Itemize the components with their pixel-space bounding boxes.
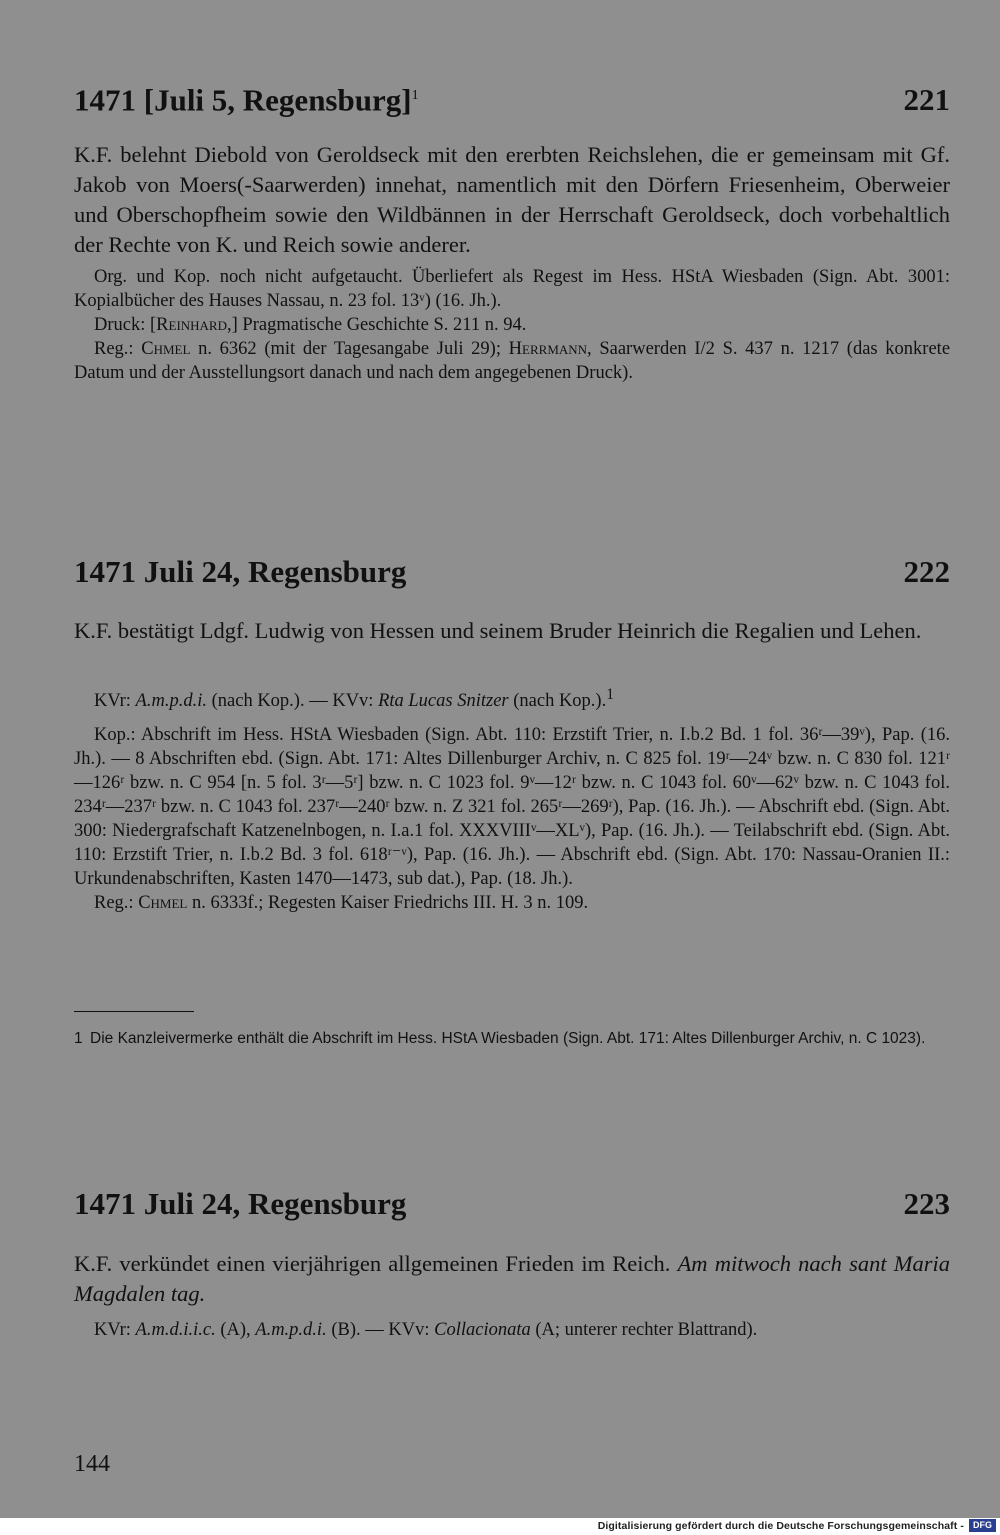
entry-222-kop-note: Kop.: Abschrift im Hess. HStA Wiesbaden (Sign. Abt. 110: Erzstift Trier, n. I.b.2 Bd. 1 fol. 36ʳ—39ᵛ), Pap. (16. Jh.). — 8 Abschriften ebd. (Sign. Abt. 171: Altes Dillenburger Archiv, n. C 825 fol. 19ʳ—24ᵛ bzw. n. C 830 fol. 121ʳ—126ʳ bzw. n. C 954 [n. 5 fol. 3ʳ—5ʳ] bzw. n. C 1023 fol. 9ᵛ—12ʳ bzw. n. C 1043 fol. 60ᵛ—62ᵛ bzw. n. C 1043 fol. 234ʳ—237ʳ bzw. n. C 1043 fol. 237ʳ—240ʳ bzw. n. Z 321 fol. 265ʳ—269ʳ), Pap. (16. Jh.). — Abschrift ebd. (Sign. Abt. 300: Niedergrafschaft Katzenelnbogen, n. I.a.1 fol. XXXVIIIᵛ—XLᵛ), Pap. (16. Jh.). — Teilabschrift ebd. (Sign. Abt. 110: Erzstift Trier, n. I.b.2 Bd. 3 fol. 618ʳ⁻ᵛ), Pap. (16. Jh.). — Abschrift ebd. (Sign. Abt. 170: Nassau-Oranien II.: Urkundenabschriften, Kasten 1470—1473, sub dat.), Pap. (18. Jh.). (74, 725, 950, 890)
footnote-text: Die Kanzleivermerke enthält die Abschrift im Hess. HStA Wiesbaden (Sign. Abt. 171: Altes Dillenburger Archiv, n. C 1023). (90, 1030, 926, 1047)
entry-223-kv-note: KVr: A.m.d.i.i.c. (A), A.m.p.d.i. (B). — KVv: Collacionata (A; unterer rechter Blattrand). (94, 1320, 758, 1340)
entry-221-heading (74, 78, 950, 118)
entry-222-kv-note: KVr: A.m.p.d.i. (nach Kop.). — KVv: Rta Lucas Snitzer (nach Kop.).$^1$ (94, 686, 614, 712)
footnote-marker: 1 (74, 1030, 83, 1047)
footnote-ref: 1 (606, 686, 614, 703)
entry-223-number: 223 (903, 1186, 950, 1221)
entry-223-summary: K.F. verkündet einen vierjährigen allgemeinen Frieden im Reich. Am mitwoch nach sant Maria Magdalen tag. (74, 1251, 950, 1306)
entry-221-notes (74, 265, 950, 385)
page-number: 144 (74, 1451, 110, 1477)
entry-221-druck-note: Druck: [Reinhard,] Pragmatische Geschichte S. 211 n. 94. (94, 315, 527, 335)
entry-222-date: 1471 Juli 24, Regensburg (74, 554, 407, 589)
footnote-divider (74, 1011, 194, 1012)
entry-223-heading (74, 1186, 950, 1222)
funding-credit: Digitalisierung gefördert durch die Deutsche Forschungsgemeinschaft - (597, 1520, 964, 1532)
entry-221-number: 221 (903, 82, 950, 118)
dfg-logo: DFG (969, 1519, 996, 1532)
entry-221-reg-note: Reg.: Chmel n. 6362 (mit der Tagesangabe Juli 29); Herrmann, Saarwerden I/2 S. 437 n. 1217 (das konkrete Datum und der Ausstellungsort danach und nach dem angegebenen Druck). (74, 339, 951, 383)
footnote (74, 1028, 950, 1049)
footnote-ref: 1 (411, 88, 419, 103)
entry-222-number: 222 (903, 554, 950, 589)
entry-222-summary: K.F. bestätigt Ldgf. Ludwig von Hessen und seinem Bruder Heinrich die Regalien und Lehen. (74, 618, 922, 643)
entry-221-org-note: Org. und Kop. noch nicht aufgetaucht. Überliefert als Regest im Hess. HStA Wiesbaden (Sign. Abt. 3001: Kopialbücher des Hauses Nassau, n. 23 fol. 13ᵛ) (16. Jh.). (74, 267, 950, 311)
entry-221-date: 1471 [Juli 5, Regensburg]$^1$ (74, 82, 419, 118)
entry-223-date: 1471 Juli 24, Regensburg (74, 1186, 407, 1221)
entry-222-reg-note: Reg.: Chmel n. 6333f.; Regesten Kaiser Friedrichs III. H. 3 n. 109. (94, 893, 589, 914)
entry-222-notes (74, 683, 950, 915)
entry-221-summary: K.F. belehnt Diebold von Geroldseck mit den ererbten Reichslehen, die er gemeinsam mit Gf. Jakob von Moers(-Saarwerden) innehat, namentlich mit den Dörfern Friesenheim, Oberweier und Oberschopfheim sowie den Wildbännen in der Herrschaft Geroldseck, doch vorbehaltlich der Rechte von K. und Reich sowie anderer. (74, 142, 950, 257)
entry-222-heading (74, 554, 950, 590)
entry-223-notes (74, 1318, 950, 1342)
